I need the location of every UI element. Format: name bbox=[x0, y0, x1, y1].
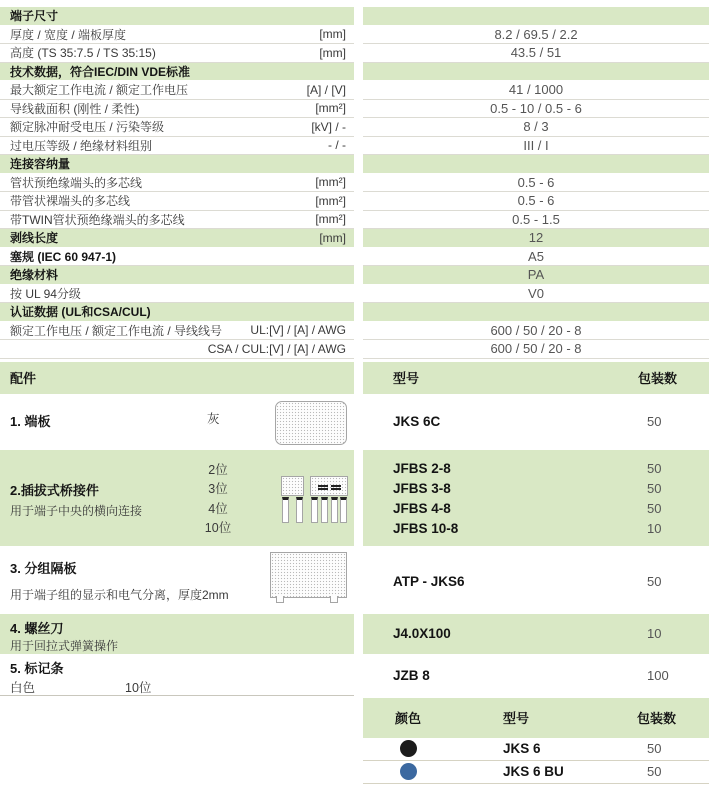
pack-qty: 10 bbox=[647, 521, 662, 536]
spec-section-header bbox=[0, 7, 709, 26]
accessory-desc: 用于端子组的显示和电气分离，厚度2mm bbox=[10, 587, 229, 602]
color-note: 白色 bbox=[10, 680, 36, 695]
spec-unit: [kV] / - bbox=[311, 119, 346, 134]
spec-label: 塞规 (IEC 60 947-1) bbox=[10, 249, 117, 264]
spec-unit: [mm²] bbox=[315, 175, 346, 190]
spec-row bbox=[0, 340, 709, 359]
section-title: 技术数据，符合IEC/DIN VDE标准 bbox=[10, 64, 191, 79]
position-option: 10位 bbox=[204, 521, 232, 535]
spec-row bbox=[0, 44, 709, 63]
pack-qty: 50 bbox=[647, 501, 662, 516]
spec-row bbox=[0, 118, 709, 137]
pack-qty: 50 bbox=[647, 574, 662, 589]
accessory-item-partition bbox=[0, 552, 709, 612]
spec-section-header bbox=[0, 63, 709, 82]
accessory-name: 4. 螺丝刀 bbox=[10, 620, 64, 636]
accessory-item-screwdriver bbox=[0, 614, 709, 654]
pack-qty: 100 bbox=[647, 668, 669, 683]
spec-row bbox=[0, 174, 709, 193]
spec-value: 8.2 / 69.5 / 2.2 bbox=[494, 26, 578, 42]
spec-label: 管状预绝缘端头的多芯线 bbox=[10, 175, 143, 190]
pack-qty: 10 bbox=[647, 626, 662, 641]
position-option: 10位 bbox=[125, 680, 152, 695]
section-title: 剥线长度 bbox=[10, 231, 59, 246]
partition-drawing bbox=[270, 552, 347, 598]
spec-value: 12 bbox=[528, 230, 544, 246]
spec-value: 0.5 - 10 / 0.5 - 6 bbox=[490, 100, 582, 116]
spec-unit: [mm] bbox=[319, 27, 346, 42]
model-column-header: 型号 bbox=[503, 711, 530, 726]
spec-row bbox=[0, 192, 709, 211]
spec-row bbox=[0, 285, 709, 304]
position-option: 3位 bbox=[208, 482, 228, 496]
spec-unit: CSA / CUL:[V] / [A] / AWG bbox=[207, 341, 346, 356]
section-title: 绝缘材料 bbox=[10, 268, 59, 283]
model-number: JFBS 2-8 bbox=[393, 461, 451, 476]
color-swatch-blue bbox=[400, 763, 417, 780]
model-number: JZB 8 bbox=[393, 668, 430, 683]
spec-value: 8 / 3 bbox=[523, 119, 549, 135]
pack-qty: 50 bbox=[647, 414, 662, 429]
spec-label: 额定脉冲耐受电压 / 污染等级 bbox=[10, 120, 165, 135]
model-number: JKS 6C bbox=[393, 414, 441, 429]
spec-label: 额定工作电压 / 额定工作电流 / 导线线号 bbox=[10, 323, 223, 338]
spec-row bbox=[0, 81, 709, 100]
color-variant-row bbox=[363, 738, 709, 761]
accessory-name: 1. 端板 bbox=[10, 413, 51, 429]
model-number: JKS 6 BU bbox=[503, 764, 564, 779]
spec-unit: [mm²] bbox=[315, 193, 346, 208]
spec-value: PA bbox=[527, 267, 545, 283]
bridge-4pole-drawing bbox=[310, 476, 348, 526]
model-number: JFBS 3-8 bbox=[393, 481, 451, 496]
section-title: 连接容纳量 bbox=[10, 157, 71, 172]
spec-label: 最大额定工作电流 / 额定工作电压 bbox=[10, 83, 189, 98]
color-note: 灰 bbox=[207, 411, 220, 426]
accessory-item-marking-strip bbox=[0, 656, 709, 696]
spec-row bbox=[0, 322, 709, 341]
spec-label: 带TWIN管状预绝缘端头的多芯线 bbox=[10, 212, 185, 227]
model-number: JKS 6 bbox=[503, 741, 541, 756]
spec-unit: [mm²] bbox=[315, 212, 346, 227]
accessory-name: 3. 分组隔板 bbox=[10, 560, 77, 576]
model-number: JFBS 4-8 bbox=[393, 501, 451, 516]
position-options bbox=[190, 461, 246, 539]
spec-value: 0.5 - 1.5 bbox=[512, 211, 560, 227]
endplate-drawing bbox=[275, 401, 347, 445]
spec-row bbox=[0, 100, 709, 119]
pack-qty: 50 bbox=[647, 481, 662, 496]
pack-qty: 50 bbox=[647, 764, 662, 779]
spec-value: 43.5 / 51 bbox=[510, 45, 562, 61]
color-variant-row bbox=[363, 761, 709, 784]
spec-label: 高度 (TS 35:7.5 / TS 35:15) bbox=[10, 46, 156, 61]
spec-label: 厚度 / 宽度 / 端板厚度 bbox=[10, 27, 127, 42]
spec-label: 导线截面积 (刚性 / 柔性) bbox=[10, 101, 140, 116]
spec-value: V0 bbox=[528, 285, 544, 301]
bridge-2pole-drawing bbox=[281, 476, 304, 526]
spec-section-header bbox=[0, 303, 709, 322]
spec-value: 41 / 1000 bbox=[508, 82, 564, 98]
spec-value: 0.5 - 6 bbox=[517, 193, 555, 209]
qty-column-header: 包装数 bbox=[638, 371, 678, 386]
color-column-header: 颜色 bbox=[394, 711, 421, 726]
section-title: 认证数据 (UL和CSA/CUL) bbox=[10, 305, 151, 320]
position-option: 2位 bbox=[208, 462, 228, 477]
model-column-header: 型号 bbox=[393, 371, 420, 386]
spec-value: 600 / 50 / 20 - 8 bbox=[490, 341, 582, 357]
spec-unit: [mm] bbox=[319, 45, 346, 60]
model-number: ATP - JKS6 bbox=[393, 574, 465, 589]
spec-row bbox=[0, 211, 709, 230]
qty-column-header: 包装数 bbox=[637, 711, 677, 726]
partition-foot bbox=[276, 596, 284, 603]
spec-unit: [A] / [V] bbox=[306, 82, 346, 97]
spec-label: 过电压等级 / 绝缘材料组别 bbox=[10, 138, 153, 153]
spec-value: 600 / 50 / 20 - 8 bbox=[490, 322, 582, 338]
spec-value: 0.5 - 6 bbox=[517, 174, 555, 190]
position-option: 4位 bbox=[208, 501, 228, 516]
spec-unit: - / - bbox=[328, 138, 346, 153]
color-variant-table bbox=[0, 698, 709, 784]
accessory-name: 5. 标记条 bbox=[10, 660, 64, 676]
spec-unit: [mm] bbox=[319, 230, 346, 245]
pack-qty: 50 bbox=[647, 741, 662, 756]
spec-label: 带管状裸端头的多芯线 bbox=[10, 194, 131, 209]
accessory-desc: 用于端子中央的横向连接 bbox=[10, 503, 143, 518]
accessory-item-bridge bbox=[0, 450, 709, 546]
color-table-header bbox=[363, 698, 709, 738]
spec-value: III / I bbox=[523, 137, 549, 153]
spec-section-header bbox=[0, 229, 709, 248]
spec-section-header bbox=[0, 266, 709, 285]
pack-qty: 50 bbox=[647, 461, 662, 476]
accessories-header bbox=[0, 362, 709, 394]
color-swatch-black bbox=[400, 740, 417, 757]
model-number: JFBS 10-8 bbox=[393, 521, 459, 536]
spec-value: A5 bbox=[528, 248, 544, 264]
spec-row bbox=[0, 26, 709, 45]
spec-label: 按 UL 94分级 bbox=[10, 286, 81, 301]
accessories-title: 配件 bbox=[10, 371, 37, 386]
spec-unit: UL:[V] / [A] / AWG bbox=[250, 323, 346, 338]
spec-section-header bbox=[0, 155, 709, 174]
spec-unit: [mm²] bbox=[315, 101, 346, 116]
accessory-item-endplate bbox=[0, 396, 709, 448]
model-number: J4.0X100 bbox=[393, 626, 451, 641]
accessory-desc: 用于回拉式弹簧操作 bbox=[10, 638, 119, 653]
spec-table bbox=[0, 7, 709, 359]
partition-foot bbox=[330, 596, 338, 603]
spec-row bbox=[0, 137, 709, 156]
spec-row bbox=[0, 248, 709, 267]
accessory-name: 2.插拔式桥接件 bbox=[10, 482, 99, 498]
section-title: 端子尺寸 bbox=[10, 9, 59, 24]
